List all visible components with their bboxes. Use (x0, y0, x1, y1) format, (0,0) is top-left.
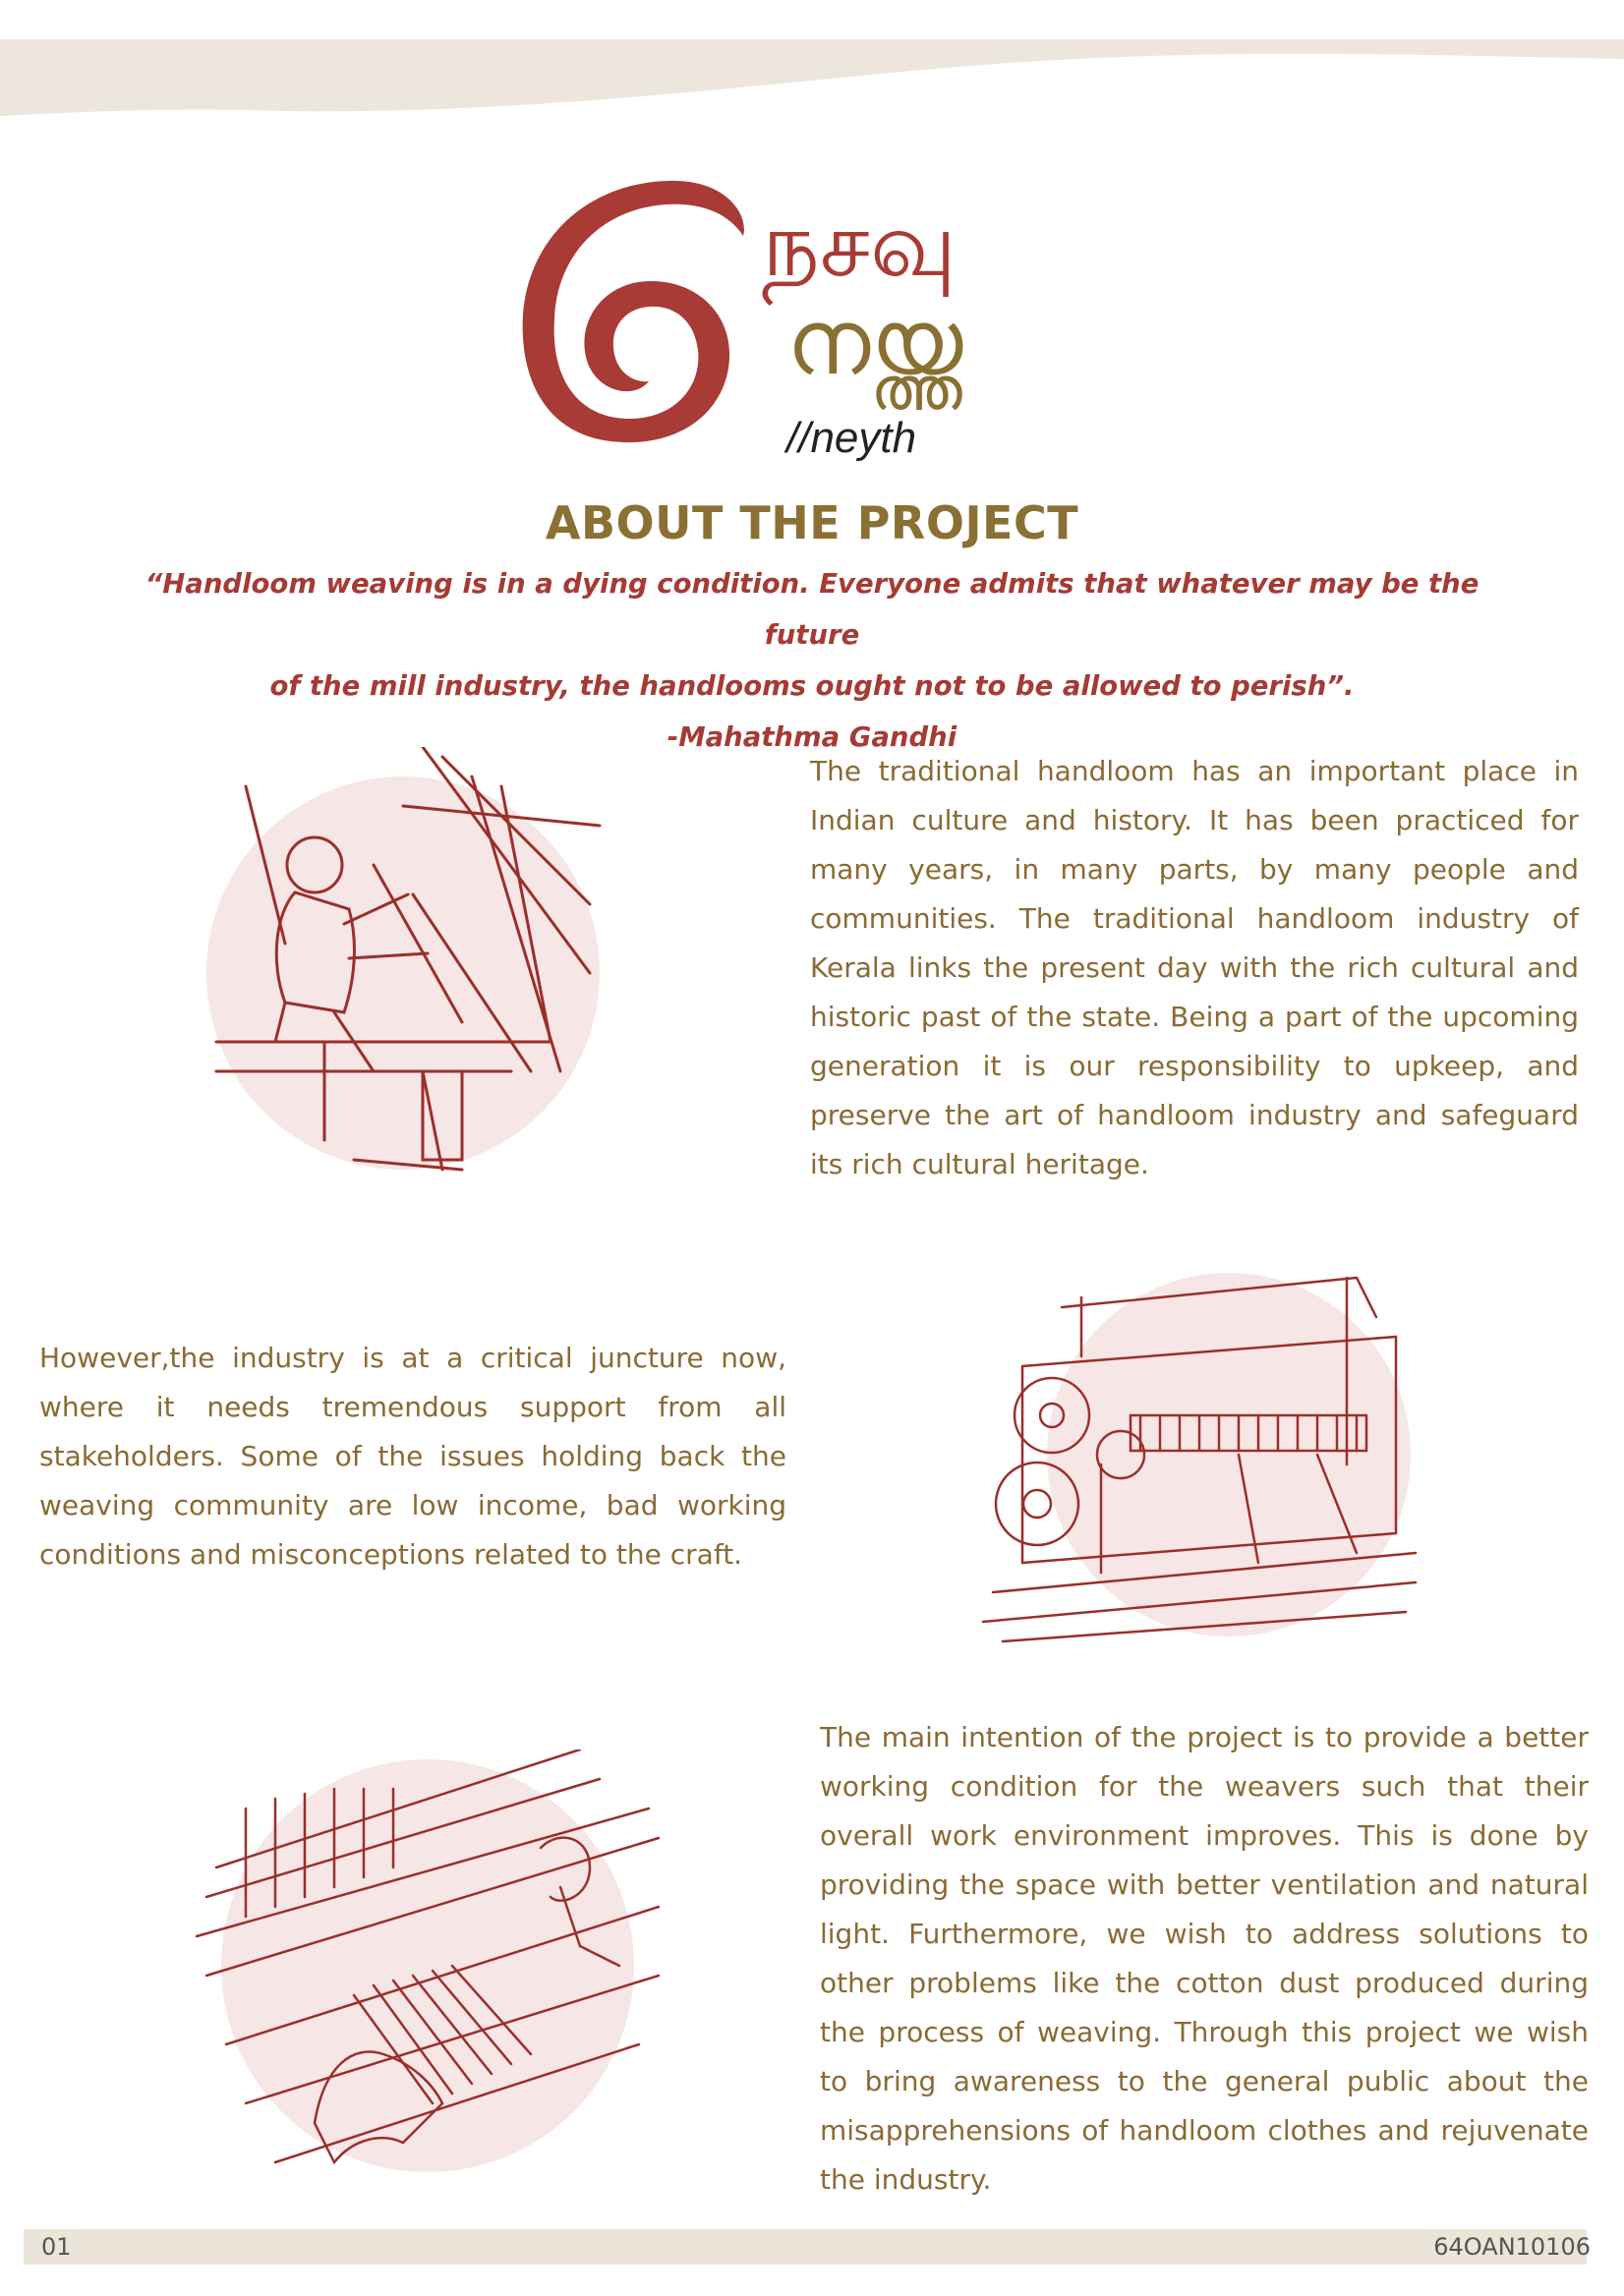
quote-line-2: of the mill industry, the handlooms ought not to be allowed to perish”. (269, 670, 1355, 702)
logo-tamil-word: நசவு (762, 192, 957, 297)
paragraph-critical-juncture: However,the industry is at a critical juncture now, where it needs tremendous support from all stakeholders. Some of the issues holding back the weaving community are low income, bad working conditions and misconceptions related to the craft. (39, 1342, 786, 1571)
paragraph-project-intention: The main intention of the project is to provide a better working condition for the weavers such that their overall work environment improves. This is done by providing the space with better ventilation and natural light. Furthermore, we wish to address solutions to other problems like the cotton dust produced during the process of weaving. Through this project we wish to bring awareness to the general public about the misapprehensions of handloom clothes and rejuvenate the industry. (820, 1721, 1589, 2196)
page-heading: ABOUT THE PROJECT (545, 496, 1079, 549)
power-loom-machine-illustration (963, 1238, 1435, 1651)
logo-swirl-glyph (523, 181, 744, 442)
paragraph-tradition: The traditional handloom has an important place in Indian culture and history. It has been practiced for many years, in many parts, by many people and communities. The traditional handloom industry of Kerala links the present day with the rich cultural and historic past of the state. Being a part of the upcoming generation it is our responsibility to upkeep, and preserve the art of handloom industry and safeguard its rich cultural heritage. (810, 755, 1579, 1180)
logo-transliteration: //neyth (786, 414, 917, 462)
weaver-at-loom-illustration (177, 747, 629, 1199)
footer-band (24, 2229, 1587, 2265)
top-decorative-band (0, 0, 1624, 138)
logo-malayalam-word: നയ്ത്ത (786, 290, 963, 395)
quote-line-1: “Handloom weaving is in a dying condition. Everyone admits that whatever may be the future (145, 568, 1479, 651)
gandhi-quote (98, 558, 1526, 763)
hands-on-loom-illustration (187, 1750, 668, 2182)
quote-author: -Mahathma Gandhi (667, 721, 957, 753)
neyth-logo (492, 157, 1160, 491)
document-code: 64OAN10106 (1433, 2233, 1591, 2261)
page-number: 01 (41, 2233, 72, 2261)
